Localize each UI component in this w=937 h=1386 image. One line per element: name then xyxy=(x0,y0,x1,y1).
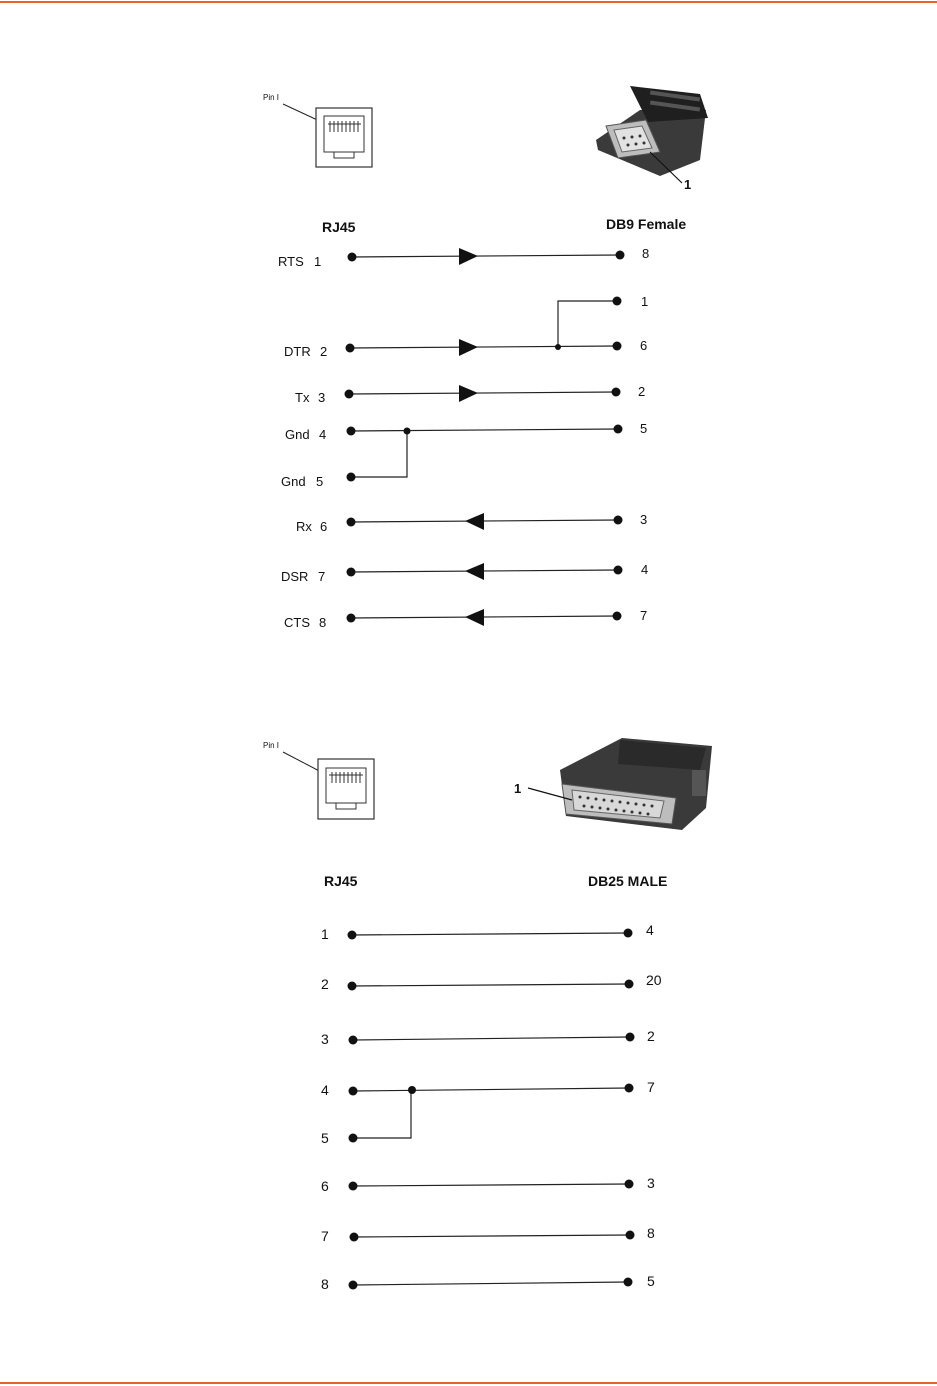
db25-pin-one-label: 1 xyxy=(514,781,522,796)
wire xyxy=(349,392,616,394)
rj45-pin-number: 1 xyxy=(321,926,329,942)
arrow-right xyxy=(459,248,478,265)
db9-right-header: DB9 Female xyxy=(606,216,687,232)
db9-dots xyxy=(345,251,625,623)
db9-wires xyxy=(349,255,620,618)
rj45-pin-number: 1 xyxy=(314,254,322,269)
db9-left-header: RJ45 xyxy=(322,219,356,235)
rj45-pin-number: 4 xyxy=(319,427,327,442)
pin-one-label: Pin I xyxy=(263,93,280,102)
rj45-pin-number: 8 xyxy=(321,1276,329,1292)
db25-pin-number: 3 xyxy=(647,1175,655,1191)
rj45-jack-icon xyxy=(263,741,374,819)
wire xyxy=(353,1088,629,1091)
wire xyxy=(352,255,620,257)
db25-wires xyxy=(352,933,630,1285)
rj45-pin-number: 7 xyxy=(321,1228,329,1244)
db9-diagram xyxy=(263,86,708,630)
wire xyxy=(351,431,407,477)
db25-connector-icon xyxy=(514,738,712,830)
arrow-left xyxy=(465,609,484,626)
rj45-pin-number: 3 xyxy=(321,1031,329,1047)
rj45-pin-label: RTS xyxy=(278,254,304,269)
db9-pin-number: 2 xyxy=(638,384,646,399)
rj45-pin-label: DSR xyxy=(281,569,309,584)
wire xyxy=(353,1091,411,1138)
wire xyxy=(353,1037,630,1040)
rj45-pin-number: 8 xyxy=(319,615,327,630)
arrow-right xyxy=(459,339,478,356)
db9-pin-number: 7 xyxy=(640,608,648,623)
wire xyxy=(353,1184,629,1186)
db9-pin-number: 6 xyxy=(640,338,648,353)
db9-pin-number: 4 xyxy=(641,562,649,577)
wire xyxy=(351,429,618,431)
rj45-pin-label: Tx xyxy=(295,390,310,405)
rj45-pin-number: 5 xyxy=(316,474,324,489)
rj45-pin-number: 3 xyxy=(318,390,326,405)
rj45-pin-number: 7 xyxy=(318,569,326,584)
rj45-pin-number: 2 xyxy=(321,976,329,992)
db25-pin-number: 5 xyxy=(647,1273,655,1289)
rj45-pin-label: Rx xyxy=(296,519,312,534)
arrow-left xyxy=(465,563,484,580)
db25-pin-number: 7 xyxy=(647,1079,655,1095)
db25-left-header: RJ45 xyxy=(324,873,358,889)
db9-pin-number: 3 xyxy=(640,512,648,527)
rj45-pin-label: Gnd xyxy=(281,474,306,489)
pin-one-label: Pin I xyxy=(263,741,280,750)
wire xyxy=(351,520,618,522)
db9-connector-icon xyxy=(596,86,708,192)
wire xyxy=(353,1282,628,1285)
wire xyxy=(354,1235,630,1237)
db9-pin-number: 1 xyxy=(641,294,649,309)
arrow-right xyxy=(459,385,478,402)
db25-pin-number: 20 xyxy=(646,972,662,988)
rj45-jack-icon xyxy=(263,93,372,167)
rj45-pin-label: DTR xyxy=(284,344,311,359)
wire xyxy=(352,984,629,986)
rj45-pin-number: 6 xyxy=(320,519,328,534)
arrow-left xyxy=(465,513,484,530)
rj45-pin-label: CTS xyxy=(284,615,310,630)
wire xyxy=(352,933,628,935)
db25-right-header: DB25 MALE xyxy=(588,873,668,889)
db25-pin-number: 8 xyxy=(647,1225,655,1241)
rj45-pin-number: 4 xyxy=(321,1082,329,1098)
db9-pin-one-label: 1 xyxy=(684,177,692,192)
db25-pin-number: 4 xyxy=(646,922,654,938)
wire xyxy=(350,346,617,348)
rj45-pin-label: Gnd xyxy=(285,427,310,442)
rj45-pin-number: 5 xyxy=(321,1130,329,1146)
db25-diagram xyxy=(263,738,712,1292)
db9-pin-number: 5 xyxy=(640,421,648,436)
db9-pin-number: 8 xyxy=(642,246,650,261)
wire xyxy=(558,301,617,347)
db9-arrows xyxy=(459,248,484,626)
db25-pin-number: 2 xyxy=(647,1028,655,1044)
rj45-pin-number: 6 xyxy=(321,1178,329,1194)
wire xyxy=(351,570,618,572)
rj45-pin-number: 2 xyxy=(320,344,328,359)
